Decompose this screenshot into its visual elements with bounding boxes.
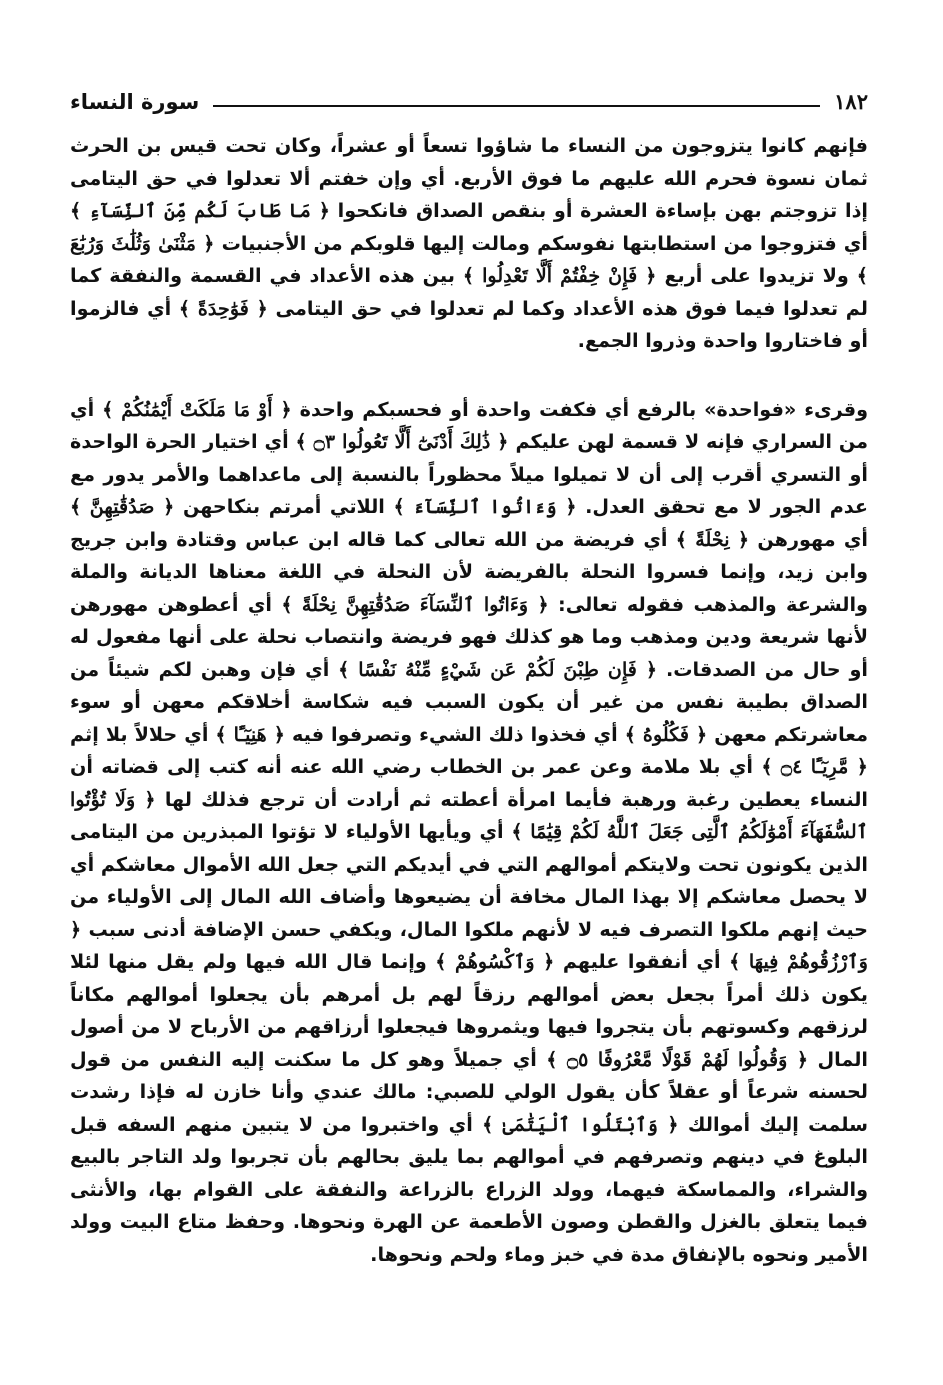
quran-quote: ﴿ صَدُقَٰتِهِنَّ ﴾ [70,495,175,518]
commentary-text: أي أعطوهن مهورهن لأنها شريعة ودين ومذهب وما هو كذلك فهو فريضة وانتصاب نحلة على أنها مفعول له أو حال من الصدقات. [70,592,868,681]
commentary-text: أي مهورهن [749,527,868,551]
commentary-text: أي فالزموا أو فاختاروا واحدة وذروا الجمع. [70,296,868,352]
quran-quote: ﴿ ذَٰلِكَ أَدْنَىٰٓ أَلَّا تَعُولُوا ۝٣ ﴾ [295,430,509,453]
quran-quote: ﴿ وَٱبْتَلُوا ٱلْيَتَٰمَىٰ ﴾ [482,1112,679,1136]
commentary-text: أي ويأيها الأولياء لا تؤتوا المبذرين من اليتامى الذين يكونون تحت ولايتكم أموالهم التي في أيديكم التي جعل الله الأموال معاشكم أي لا يحصل معاشكم إلا بهذا المال مخافة أن يضيعوها وأضاف الله المال إلى الأولياء من حيث إنهم ملكوا التصرف فيه لا لأنهم ملكوا المال، ويكفي حسن الإضافة أدنى سبب [70,820,868,941]
commentary-text: أي حلالاً بلا إثم [70,722,216,746]
commentary-text: ولا تزيدوا على أربع [656,264,857,287]
commentary-text: أي من السراري فإنه لا قسمة لهن عليكم [70,397,868,453]
commentary-text: أي أنفقوا عليهم [554,950,730,973]
quran-quote: ﴿ أَوْ مَا مَلَكَتْ أَيْمَٰنُكُمْ ﴾ [102,397,292,421]
quran-quote: ﴿ نِحْلَةً ﴾ [675,527,750,551]
commentary-text: أي جميلاً وهو كل ما سكنت إليه النفس من قول لحسنه شرعاً أو عقلاً كأن يقول الولي للصبي: مالك عندي وأنا خازن له فإذا رشدت سلمت إليك أموالك [70,1047,868,1136]
commentary-paragraph [70,394,868,1272]
quran-quote: ﴿ وَلَا تُؤْتُوا ٱلسُّفَهَآءَ أَمْوَٰلَكُمُ ٱلَّتِى جَعَلَ ٱللَّهُ لَكُمْ قِيَٰمًا ﴾ [70,787,868,843]
quran-quote: ﴿ مَثْنَىٰ وَثُلَٰثَ وَرُبَٰعَ ﴾ [70,231,869,287]
quran-quote: ﴿ مَا طَابَ لَكُم مِّنَ ٱلنِّسَآءِ ﴾ [70,199,330,222]
quran-quote: ﴿ فَإِنْ خِفْتُمْ أَلَّا تَعْدِلُوا ﴾ [462,264,657,287]
commentary-paragraph [70,130,868,358]
commentary-text: أي واختبروا من لا يتبين منهم السفه قبل البلوغ في دينهم وتصرفهم في أموالهم بما يليق بحالهم بأن تجربوا ولد التاجر بالبيع والشراء، والمماسكة فيهما، وولد الزراع بالزراعة والنفقة على القوام بها، والأنثى فيما يتعلق بالغزل والقطن وصون الأطعمة عن الهرة ونحوها. وحفظ متاع البيت وولد الأمير ونحوه بالإنفاق مدة في خبز وماء ولحم ونحوها. [70,1112,868,1266]
commentary-text: فإنهم كانوا يتزوجون من النساء ما شاؤوا تسعاً أو عشراً، وكان تحت قيس بن الحرث ثمان نسوة فحرم الله عليهم ما فوق الأربع. أي وإن خفتم ألا تعدلوا في حق اليتامى إذا تزوجتم بهن بإساءة العشرة أو بنقص الصداق فانكحوا [70,134,868,222]
quran-quote: ﴿ وَءَاتُوا ٱلنِّسَآءَ صَدُقَٰتِهِنَّ نِحْلَةً ﴾ [281,592,549,616]
commentary-text: اللاتي أمرتم بنكاحهن [174,495,394,518]
book-page [70,80,868,1271]
commentary-text: أي فتزوجوا من استطابتها نفوسكم ومالت إليها قلوبكم من الأجنبيات [214,231,868,255]
quran-quote: ﴿ مَّرِيٓـًٔا ۝٤ ﴾ [761,755,868,778]
quran-quote: ﴿ وَءَاتُوا ٱلنِّسَآءَ ﴾ [393,495,577,518]
quran-quote: ﴿ فَوَٰحِدَةً ﴾ [178,296,268,320]
quran-quote: ﴿ فَكُلُوهُ ﴾ [624,722,708,746]
commentary-text: أي فريضة من الله تعالى كما قاله ابن عباس وقتادة وابن جريج وابن زيد، وإنما فسروا النحلة بالفريضة لأن النحلة في اللغة معناها الديانة والملة والشرعة والمذهب فقوله تعالى: [70,527,868,616]
quran-quote: ﴿ فَإِن طِبْنَ لَكُمْ عَن شَيْءٍ مِّنْهُ نَفْسًا ﴾ [338,657,658,681]
commentary-text: أي فإن وهبن لكم شيئاً من الصداق بطيبة نفس من غير أن يكون السبب فيه شكاسة أخلاقكم معهن أو سوء معاشرتكم معهن [70,657,868,746]
commentary-text: أي بلا ملامة وعن عمر بن الخطاب رضي الله عنه أنه كتب إلى قضاته أن النساء يعطين رغبة ورهبة فأيما امرأة أعطته ثم أرادت أن ترجع فذلك لها [70,755,868,811]
page-header [70,80,868,114]
quran-quote: ﴿ وَٱكْسُوهُمْ ﴾ [435,950,555,973]
page-number: ١٨٢ [834,89,868,114]
commentary-text: أي فخذوا ذلك الشيء وتصرفوا فيه [285,722,625,746]
quran-quote: ﴿ وَٱرْزُقُوهُمْ فِيهَا ﴾ [70,917,868,973]
commentary-text: وإنما قال الله فيها ولم يقل منها لئلا يكون ذلك أمراً بجعل بعض أموالهم رزقاً لهم بل أمرهم بأن يجعلوا أموالهم مكاناً لرزقهم وكسوتهم بأن يتجروا فيها ويثمروها فيجعلوا أرزاقهم من الأرباح لا من أصول المال [70,950,868,1071]
commentary-text: وقرىء «فواحدة» بالرفع أي فكفت واحدة أو فحسبكم واحدة [291,397,869,421]
quran-quote: ﴿ وَقُولُوا لَهُمْ قَوْلًا مَّعْرُوفًا ۝٥ ﴾ [546,1047,809,1071]
commentary-text: بين هذه الأعداد في القسمة والنفقة كما لم تعدلوا فيما فوق هذه الأعداد وكما لم تعدلوا في حق اليتامى [70,264,868,320]
header-rule [213,105,820,107]
quran-quote: ﴿ هَنِيٓـًٔا ﴾ [215,722,286,746]
commentary-text: أي اختيار الحرة الواحدة أو التسري أقرب إلى أن لا تميلوا ميلاً محظوراً بالنسبة إلى ماعداهما والأمر يدور مع عدم الجور لا مع تحقق العدل. [70,430,868,518]
surah-title: سورة النساء [70,90,200,114]
